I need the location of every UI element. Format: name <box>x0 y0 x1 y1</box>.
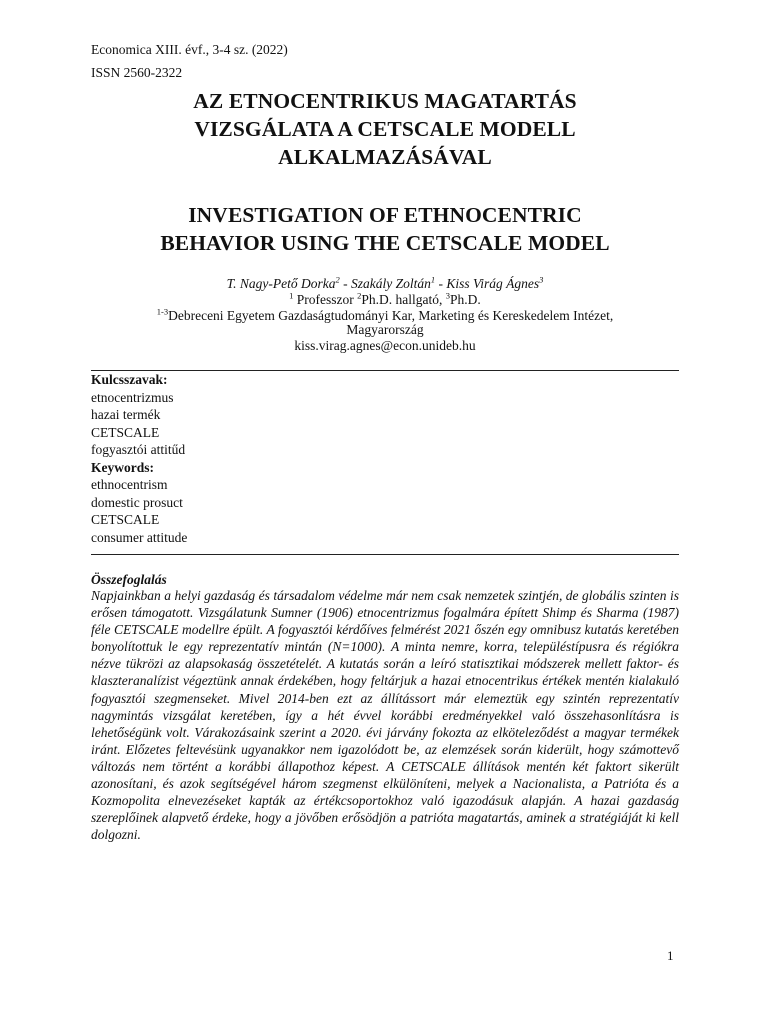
keyword-en-item: domestic prosuct <box>91 494 183 510</box>
title-hungarian <box>90 87 680 171</box>
contact-email[interactable]: kiss.virag.agnes@econ.unideb.hu <box>294 338 476 353</box>
keyword-hu-item: hazai termék <box>91 407 161 422</box>
institution-marker: 1-3 <box>156 306 169 317</box>
author-separator: - <box>435 276 447 291</box>
role-1: Professzor <box>293 292 358 307</box>
keyword-en-item: consumer attitude <box>91 529 188 545</box>
keywords-en-heading: Keywords: <box>91 459 154 475</box>
keyword-en-item: CETSCALE <box>91 512 160 527</box>
journal-citation: Economica XIII. évf., 3-4 sz. (2022) <box>91 42 288 57</box>
page-number: 1 <box>667 948 674 963</box>
keywords-hu-heading: Kulcsszavak: <box>91 372 168 387</box>
title-hu-line-3: ALKALMAZÁSÁVAL <box>278 145 492 169</box>
keyword-hu-item: CETSCALE <box>91 424 160 440</box>
keywords-section <box>91 371 391 546</box>
institution-line-2: Magyarország <box>346 322 424 337</box>
author-list <box>90 276 680 292</box>
title-english <box>90 201 680 257</box>
keyword-hu-item: fogyasztói attitűd <box>91 442 186 457</box>
author-2-marker: 1 <box>430 274 436 285</box>
author-1: T. Nagy-Pető Dorka <box>226 276 336 291</box>
author-separator: - <box>339 276 351 291</box>
title-hu-line-1: AZ ETNOCENTRIKUS MAGATARTÁS <box>193 89 577 113</box>
keyword-hu-item: etnocentrizmus <box>91 389 174 405</box>
author-2: Szakály Zoltán <box>350 276 431 291</box>
role-2-marker: 2 <box>357 290 362 301</box>
journal-issn: ISSN 2560-2322 <box>91 65 183 80</box>
abstract-body: Napjainkban a helyi gazdaság és társadalom védelme már nem csak nemzetek szintjén, de globális szinten is erősen támogatott. Vizsgálatunk Sumner (1906) etnocentrizmus fogalmára épített Shimp és Sharma (1987) féle CETSCALE modellre épült. A fogyasztói kérdőíves felmérést 2021 őszén egy omnibusz kutatás keretében bonyolítottuk le egy reprezentatív mintán (N=1000). A minta nemre, korra, településtípusra és régiókra nézve tükrözi az alapsokaság összetételét. A kutatás során a leíró statisztikai módszerek mellett faktor- és klaszteranalízist végeztünk annak érdekében, hogy feltárjuk a hazai etnocentrikus értékek mentén kialakuló fogyasztói szegmenseket. Mivel 2014-ben ezt az állítássort már elemeztük egy szintén reprezentatív nagymintás vizsgálat keretében, így a hét évvel korábbi eredményekkel való összehasonlításra is lehetőségünk volt. Várakozásaink szerint a 2020. évi járvány fokozta az elköteleződést a magyar termékek iránt. Előzetes feltevésünk ugyanakkor nem igazolódott be, az elemzések során kiderült, hogy számottevő változás nem történt a korábbi állapothoz képest. A CETSCALE állítások mentén két faktort sikerült azonosítani, és azok segítségével három szegmenst elkülöníteni, melyek a Nacionalista, a Patrióta és a Kozmopolita elnevezéseket kapták az értékcsoportokhoz való igazodásuk alapján. A hazai gazdaság szereplőinek alapvető érdeke, hogy a jövőben erősödjön a patrióta magatartás, aminek a stratégiáját ki kell dolgozni. <box>91 588 679 843</box>
keyword-en-item: ethnocentrism <box>91 477 168 492</box>
abstract-heading: Összefoglalás <box>91 572 167 587</box>
title-en-line-1: INVESTIGATION OF ETHNOCENTRIC <box>188 203 582 227</box>
keywords-bottom-rule <box>91 554 679 555</box>
title-en-line-2: BEHAVIOR USING THE CETSCALE MODEL <box>160 231 610 255</box>
institution-name: Debreceni Egyetem Gazdaságtudományi Kar, Marketing és Kereskedelem Intézet, <box>168 308 614 323</box>
role-1-marker: 1 <box>289 290 294 301</box>
title-hu-line-2: VIZSGÁLATA A CETSCALE MODELL <box>194 117 576 141</box>
role-3-marker: 3 <box>445 290 451 301</box>
author-roles <box>90 292 680 308</box>
role-3: Ph.D. <box>450 292 481 307</box>
author-3-marker: 3 <box>539 274 544 285</box>
role-2: Ph.D. hallgató, <box>361 292 446 307</box>
author-3: Kiss Virág Ágnes <box>446 276 540 291</box>
author-1-marker: 2 <box>335 274 340 285</box>
